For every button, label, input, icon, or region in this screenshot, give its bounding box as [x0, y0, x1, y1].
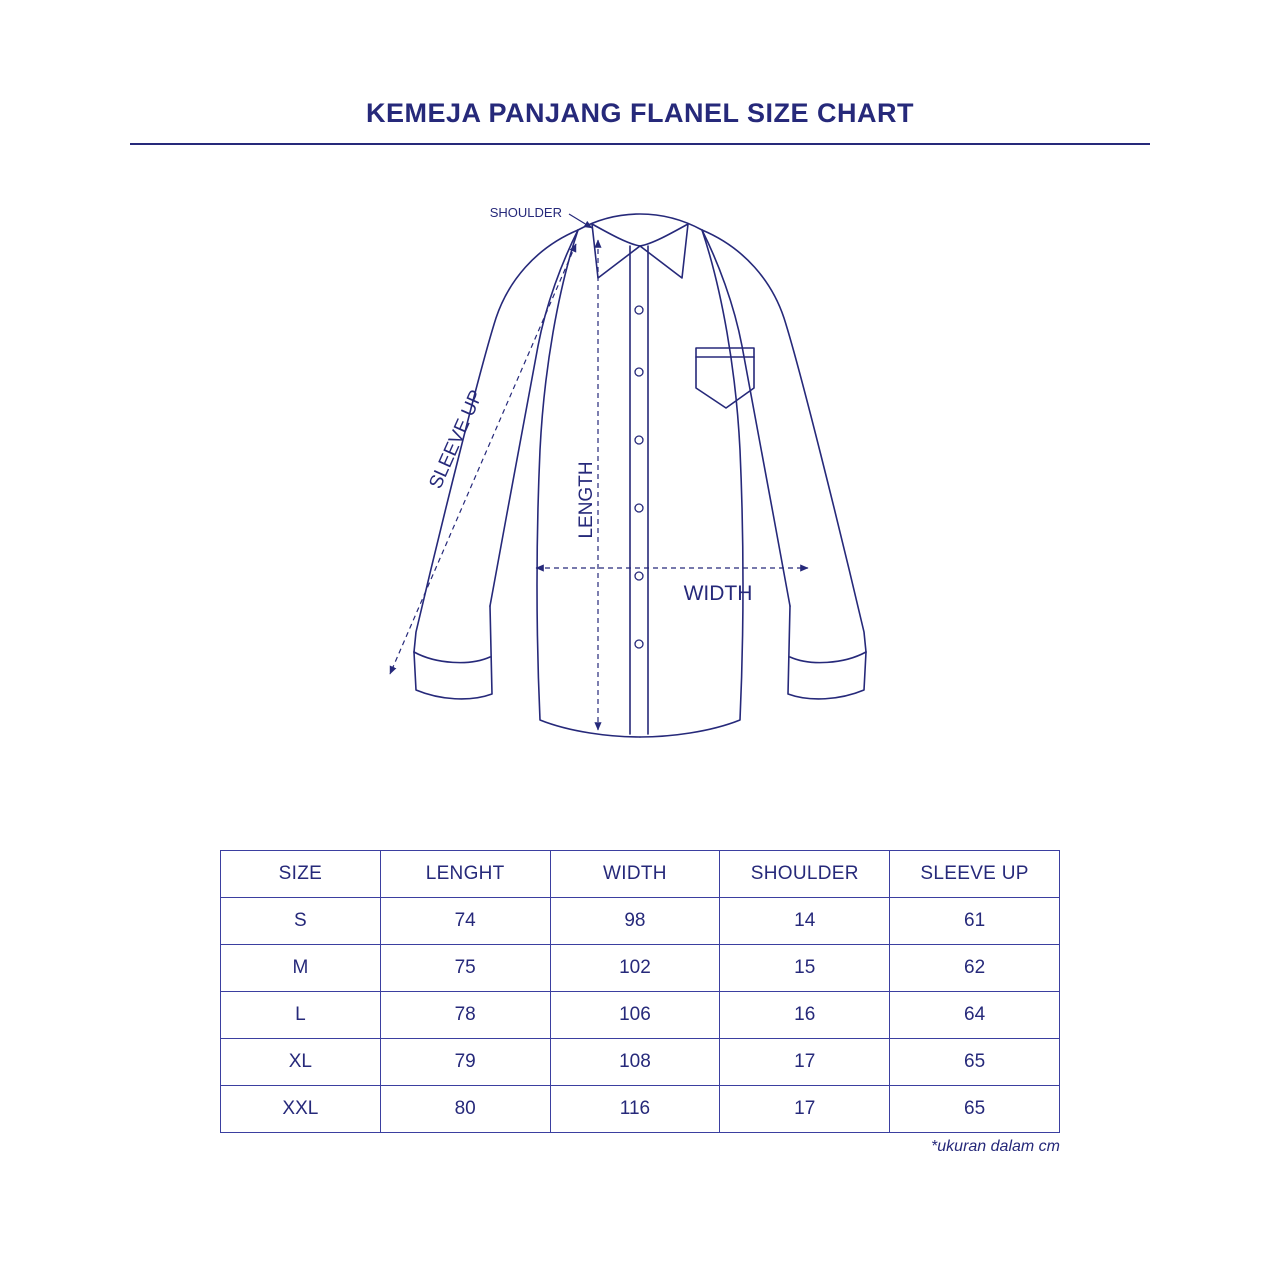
cell-width: 102 [550, 945, 720, 992]
cell-width: 98 [550, 898, 720, 945]
column-header-shoulder: SHOULDER [720, 851, 890, 898]
table-row [221, 1039, 1060, 1086]
size-chart-table [220, 850, 1060, 1133]
cell-width: 106 [550, 992, 720, 1039]
cell-lenght: 79 [380, 1039, 550, 1086]
cell-shoulder: 15 [720, 945, 890, 992]
cell-sleeve-up: 65 [890, 1039, 1060, 1086]
cell-lenght: 80 [380, 1086, 550, 1133]
cell-sleeve-up: 65 [890, 1086, 1060, 1133]
cell-sleeve-up: 64 [890, 992, 1060, 1039]
title-divider [130, 143, 1150, 145]
table-row [221, 1086, 1060, 1133]
cell-size: M [221, 945, 381, 992]
cell-shoulder: 17 [720, 1039, 890, 1086]
label-shoulder: SHOULDER [489, 205, 562, 220]
cell-lenght: 75 [380, 945, 550, 992]
cell-size: L [221, 992, 381, 1039]
column-header-sleeve-up: SLEEVE UP [890, 851, 1060, 898]
cell-size: XL [221, 1039, 381, 1086]
cell-sleeve-up: 61 [890, 898, 1060, 945]
cell-width: 116 [550, 1086, 720, 1133]
table-row [221, 992, 1060, 1039]
label-sleeve-up: SLEEVE UP [425, 387, 488, 493]
label-length: LENGTH [576, 461, 597, 539]
cell-shoulder: 17 [720, 1086, 890, 1133]
column-header-size: SIZE [221, 851, 381, 898]
table-row [221, 945, 1060, 992]
cell-sleeve-up: 62 [890, 945, 1060, 992]
cell-shoulder: 16 [720, 992, 890, 1039]
cell-size: XXL [221, 1086, 381, 1133]
cell-lenght: 74 [380, 898, 550, 945]
cell-lenght: 78 [380, 992, 550, 1039]
footnote: *ukuran dalam cm [931, 1138, 1060, 1155]
cell-width: 108 [550, 1039, 720, 1086]
table-header-row [221, 851, 1060, 898]
page-header [0, 100, 1280, 135]
shirt-diagram [330, 200, 950, 780]
column-header-lenght: LENGHT [380, 851, 550, 898]
page-title: KEMEJA PANJANG FLANEL SIZE CHART [365, 98, 915, 128]
column-header-width: WIDTH [550, 851, 720, 898]
label-width: WIDTH [683, 582, 753, 605]
cell-size: S [221, 898, 381, 945]
cell-shoulder: 14 [720, 898, 890, 945]
table-row [221, 898, 1060, 945]
